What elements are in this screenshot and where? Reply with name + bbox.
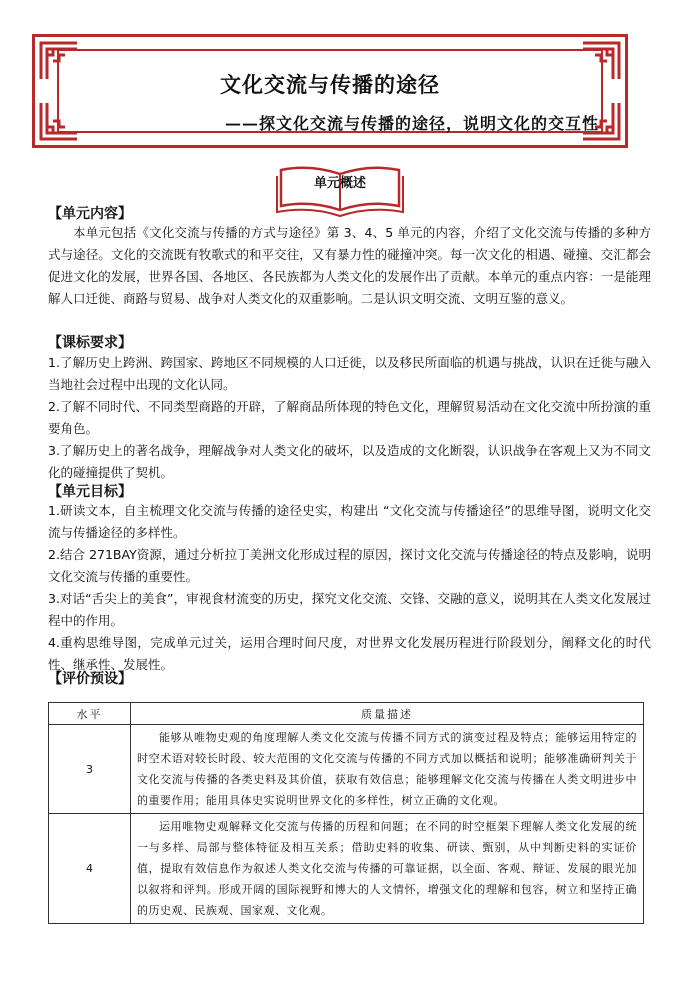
evaluation-table [48,702,644,924]
page-subtitle: ——探文化交流与传播的途径，说明文化的交互性 [225,114,600,133]
page-title: 文化交流与传播的途径 [220,73,440,97]
table-row [49,725,644,814]
standards-list [48,352,651,484]
table-row [49,814,644,924]
description-cell: 能够从唯物史观的角度理解人类文化交流与传播不同方式的演变过程及特点；能够运用特定的时空术语对较长时段、较大范围的文化交流与传播的不同方式加以概括和说明；能够准确研判关于文化交流与传播的各类史料及其价值，获取有效信息；能够理解文化交流与传播在人类文明进步中的重要作用；能用具体史实说明世界文化的多样性，树立正确的文化观。 [131,725,644,814]
corner-ornament [39,101,79,141]
column-header-description: 质量描述 [131,703,644,725]
list-item: 3.对话“舌尖上的美食”，审视食材流变的历史，探究文化交流、交锋、交融的意义，说明其在人类文化发展过程中的作用。 [48,591,651,628]
unit-overview-badge: 单元概述 [313,176,366,191]
list-item: 4.重构思维导图，完成单元过关，运用合理时间尺度，对世界文化发展历程进行阶段划分，阐释文化的时代性、继承性、发展性。 [48,635,651,672]
title-banner [32,34,628,148]
goals-list [48,500,651,676]
column-header-level: 水平 [49,703,131,725]
section-heading-content: 【单元内容】 [48,206,132,222]
list-item: 1.了解历史上跨洲、跨国家、跨地区不同规模的人口迁徙，以及移民所面临的机遇与挑战，认识在迁徙与融入当地社会过程中出现的文化认同。 [48,355,651,392]
level-cell: 3 [49,725,131,814]
list-item: 1.研读文本，自主梳理文化交流与传播的途径史实，构建出 “文化交流与传播途径”的思维导图，说明文化交流与传播途径的多样性。 [48,503,651,540]
list-item: 2.了解不同时代、不同类型商路的开辟，了解商品所体现的特色文化，理解贸易活动在文化交流中所扮演的重要角色。 [48,399,651,436]
content-text: 本单元包括《文化交流与传播的方式与途径》第 3、4、5 单元的内容，介绍了文化交流与传播的多种方式与途径。文化的交流既有牧歌式的和平交往，又有暴力性的碰撞冲突。每一次文化的相遇、碰撞、交汇都会促进文化的发展，世界各国、各地区、各民族都为人类文化的发展作出了贡献。本单元的重点内容：一是能理解人口迁徙、商路与贸易、战争对人类文化的双重影响。二是认识文明交流、文明互鉴的意义。 [48,225,651,306]
section-heading-goals: 【单元目标】 [48,484,132,500]
level-cell: 4 [49,814,131,924]
section-heading-evaluation: 【评价预设】 [48,671,132,687]
description-cell: 运用唯物史观解释文化交流与传播的历程和问题；在不同的时空框架下理解人类文化发展的统一与多样、局部与整体特征及相互关系；借助史料的收集、研读、甄别，从中判断史料的实证价值，提取有效信息作为叙述人类文化交流与传播的可靠证据，以全面、客观、辩证、发展的眼光加以叙将和评判。形成开阔的国际视野和博大的人文情怀，增强文化的理解和包容，树立和坚持正确的历史观、民族观、国家观、文化观。 [131,814,644,924]
list-item: 2.结合 271BAY资源，通过分析拉丁美洲文化形成过程的原因，探讨文化交流与传播途径的特点及影响，说明文化交流与传播的重要性。 [48,547,651,584]
section-heading-standards: 【课标要求】 [48,335,132,351]
list-item: 3.了解历史上的著名战争，理解战争对人类文化的破坏，以及造成的文化断裂，认识战争在客观上又为不同文化的碰撞提供了契机。 [48,443,651,480]
table-header-row [49,703,644,725]
content-paragraph [48,222,651,310]
